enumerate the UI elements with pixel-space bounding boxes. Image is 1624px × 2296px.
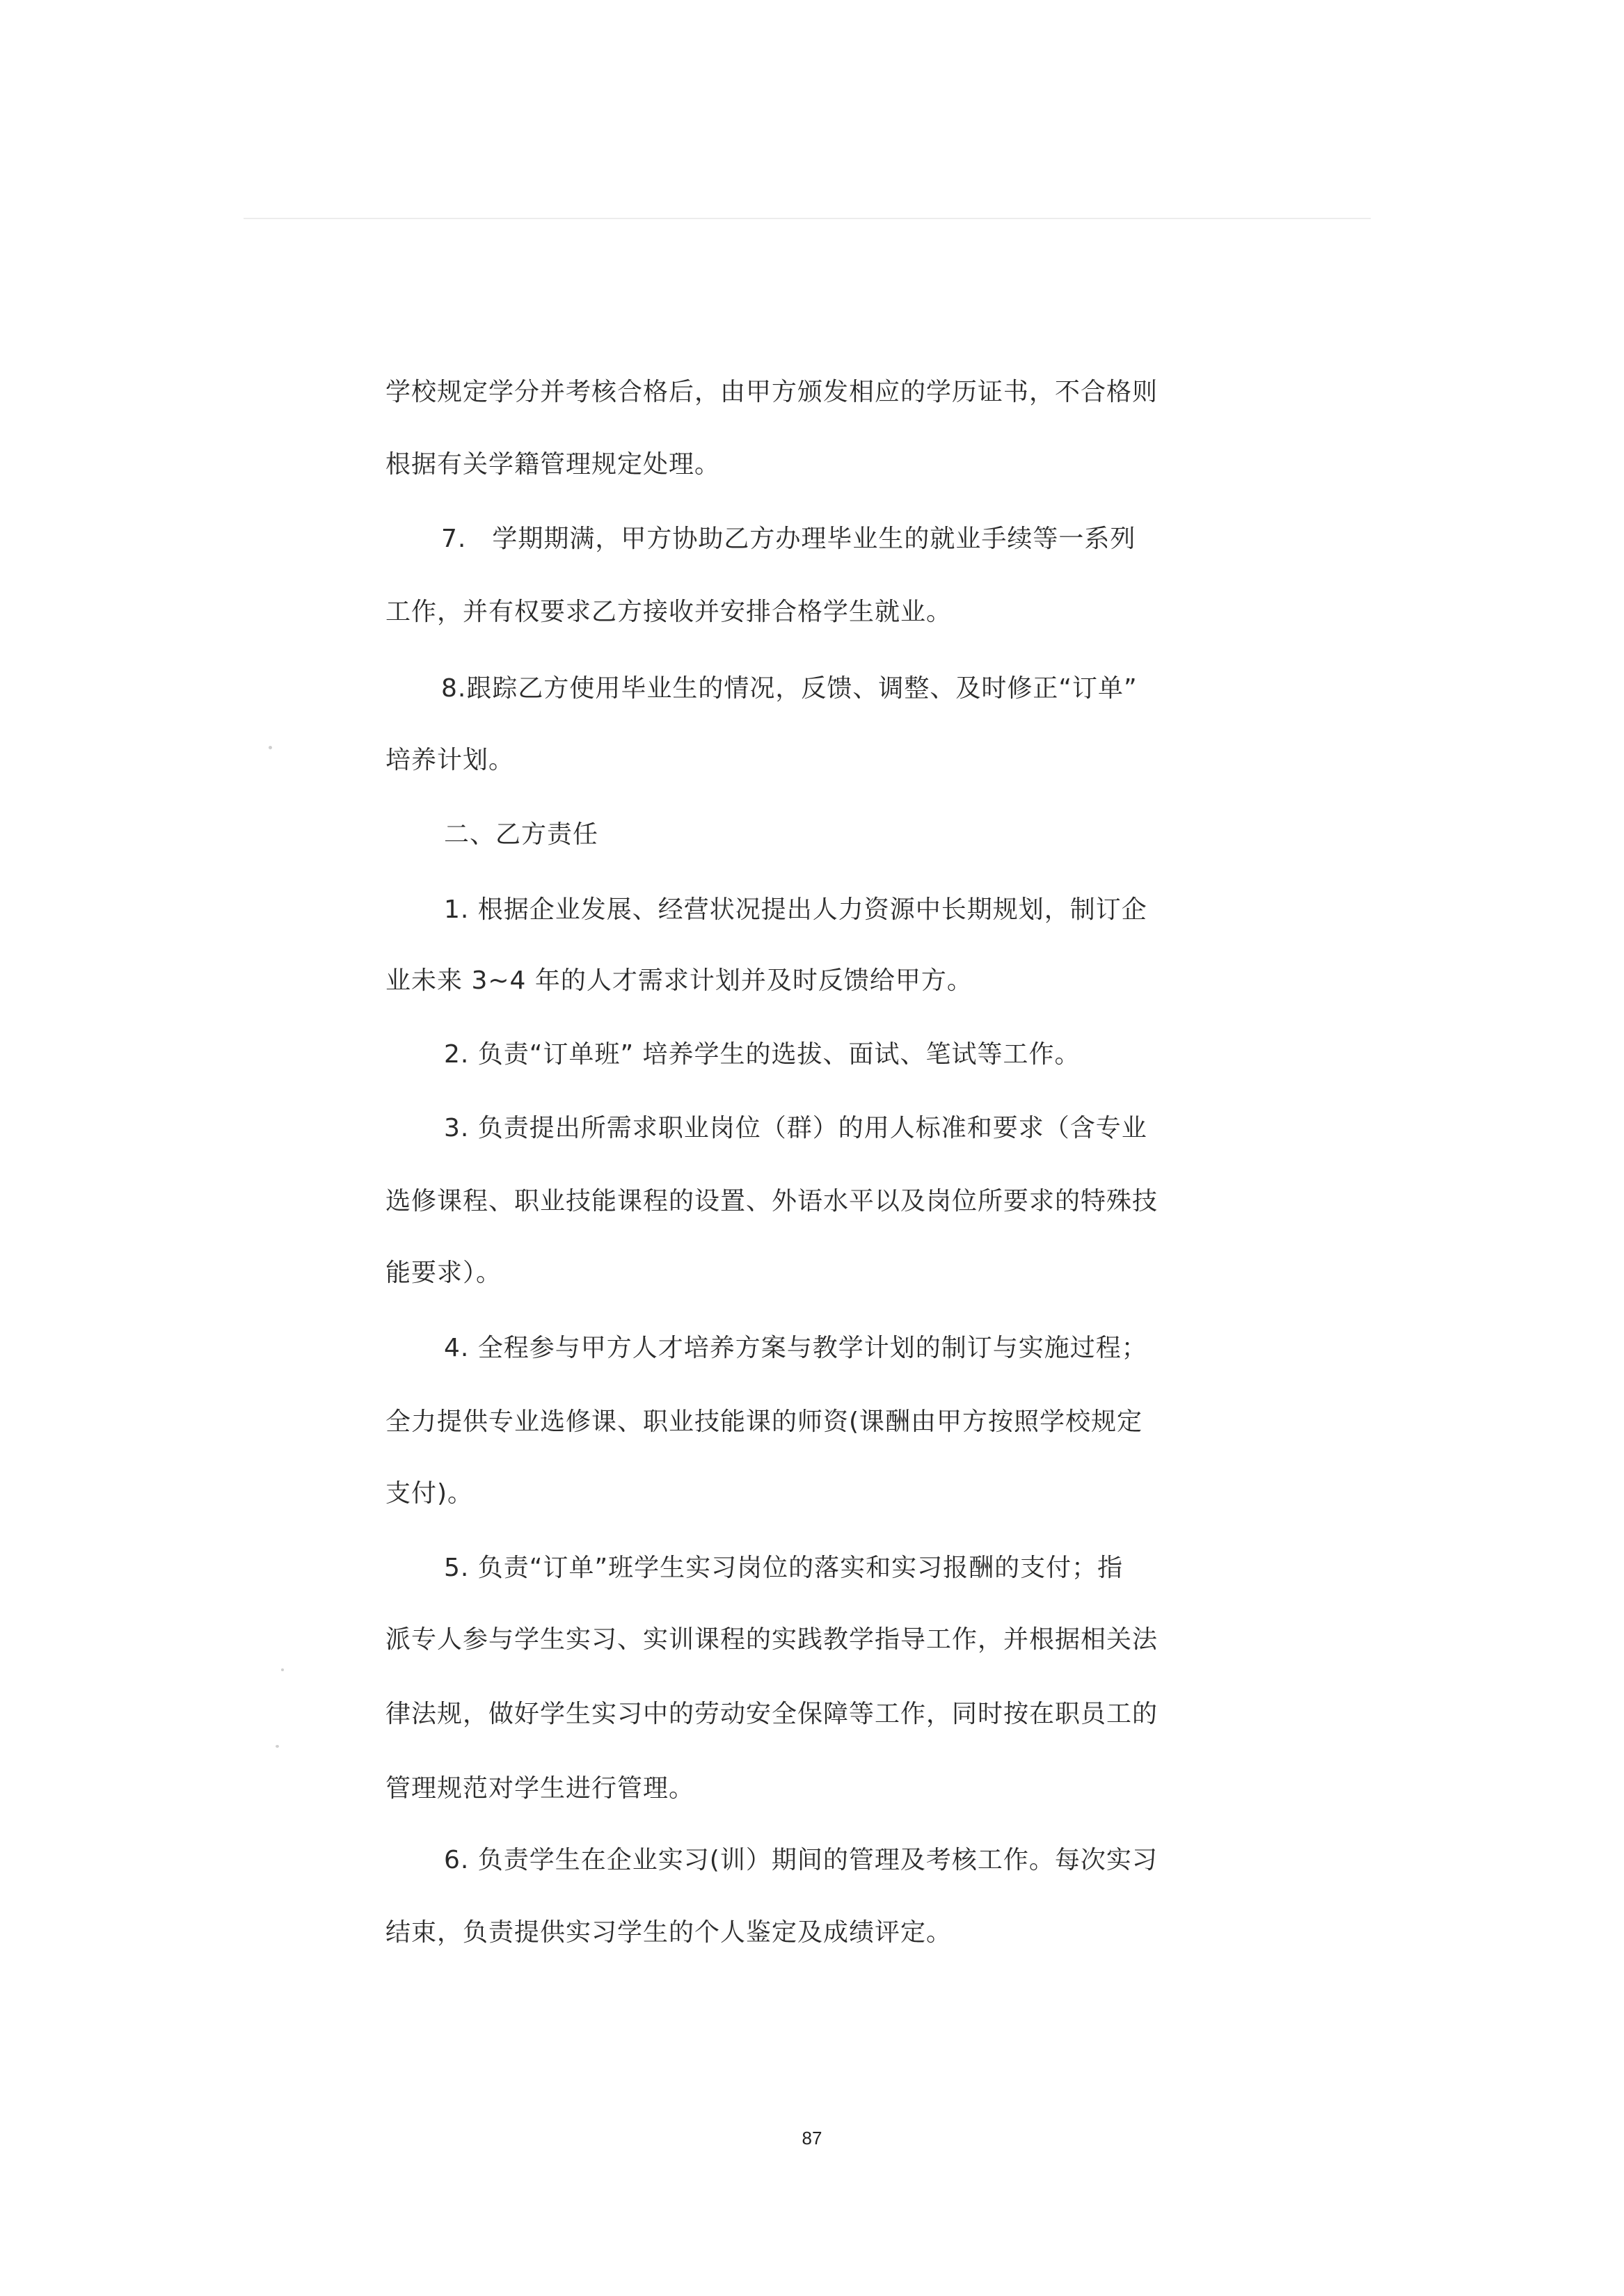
body-line: 业未来 3~4 年的人才需求计划并及时反馈给甲方。 <box>385 966 973 995</box>
body-line: 工作，并有权要求乙方接收并安排合格学生就业。 <box>385 598 953 626</box>
body-line: 4. 全程参与甲方人才培养方案与教学计划的制订与实施过程； <box>444 1334 1147 1362</box>
body-line: 培养计划。 <box>385 746 515 774</box>
body-line: 派专人参与学生实习、实训课程的实践教学指导工作，并根据相关法 <box>385 1625 1159 1654</box>
body-line: 管理规范对学生进行管理。 <box>385 1774 695 1803</box>
body-line: 2. 负责“订单班” 培养学生的选拔、面试、笔试等工作。 <box>444 1040 1081 1069</box>
scan-speck <box>276 1745 279 1748</box>
body-line: 根据有关学籍管理规定处理。 <box>385 450 721 479</box>
body-line: 结束，负责提供实习学生的个人鉴定及成绩评定。 <box>385 1918 953 1947</box>
body-line: 支付)。 <box>385 1479 474 1508</box>
page-number: 87 <box>802 2128 822 2148</box>
body-line: 全力提供专业选修课、职业技能课的师资(课酬由甲方按照学校规定 <box>385 1408 1143 1436</box>
scan-speck <box>281 1668 284 1671</box>
scan-speck <box>269 746 272 749</box>
body-line: 律法规，做好学生实习中的劳动安全保障等工作，同时按在职员工的 <box>385 1700 1159 1728</box>
scan-edge-rule <box>244 218 1371 219</box>
body-line: 8.跟踪乙方使用毕业生的情况，反馈、调整、及时修正“订单” <box>441 674 1138 703</box>
body-line: 6. 负责学生在企业实习(训）期间的管理及考核工作。每次实习 <box>444 1846 1158 1874</box>
body-line: 选修课程、职业技能课程的设置、外语水平以及岗位所要求的特殊技 <box>385 1187 1159 1215</box>
body-line: 1. 根据企业发展、经营状况提出人力资源中长期规划，制订企 <box>444 895 1147 924</box>
body-line: 3. 负责提出所需求职业岗位（群）的用人标准和要求（含专业 <box>444 1114 1147 1142</box>
body-line: 能要求）。 <box>385 1259 502 1287</box>
body-line: 7. 学期期满，甲方协助乙方办理毕业生的就业手续等一系列 <box>441 525 1136 553</box>
body-line: 学校规定学分并考核合格后，由甲方颁发相应的学历证书，不合格则 <box>385 378 1159 406</box>
body-line: 5. 负责“订单”班学生实习岗位的落实和实习报酬的支付；指 <box>444 1554 1124 1582</box>
section-heading: 二、乙方责任 <box>444 820 599 849</box>
